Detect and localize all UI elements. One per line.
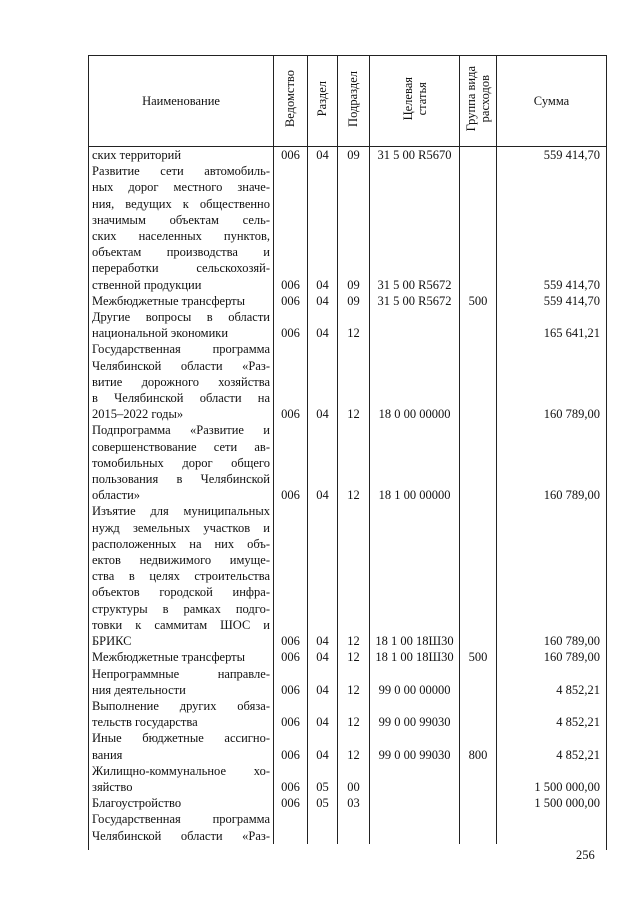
description-line: зяйство: [92, 779, 133, 794]
table-row: [89, 666, 607, 698]
description-line: Государственная программа: [92, 342, 270, 357]
cell-gruppa-vida: 500: [460, 649, 497, 665]
table-row: [89, 309, 607, 341]
description-line: ских населенных пунктов,: [92, 229, 270, 244]
description-line: объектов городской инфра-: [92, 585, 270, 600]
cell-gruppa-vida: [460, 763, 497, 795]
cell-summa: 160 789,00: [497, 649, 607, 665]
cell-razdel: 04: [308, 309, 338, 341]
header-podrazdel: Подраздел: [338, 56, 370, 147]
header-vedomstvo: Ведомство: [274, 56, 308, 147]
cell-razdel: 05: [308, 763, 338, 795]
cell-razdel: 04: [308, 666, 338, 698]
cell-celevaya-statya: 18 0 00 00000: [370, 341, 460, 422]
cell-vedomstvo: 006: [274, 422, 308, 503]
description-line: национальной экономики: [92, 326, 229, 341]
cell-celevaya-statya: [370, 309, 460, 341]
description-line: Государственная программа: [92, 812, 270, 827]
description-line: товки к саммитам ШОС и: [92, 617, 270, 632]
description-line: совершенствование сети ав-: [92, 439, 270, 454]
table-row: [89, 293, 607, 309]
description-line: пользования в Челябинской: [92, 472, 270, 487]
cell-summa: 4 852,21: [497, 698, 607, 730]
description-line: Благоустройство: [92, 796, 182, 811]
table-body: [89, 147, 607, 844]
cell-celevaya-statya: 18 1 00 00000: [370, 422, 460, 503]
cell-gruppa-vida: [460, 795, 497, 811]
cell-gruppa-vida: [460, 163, 497, 293]
description-line: Другие вопросы в области: [92, 310, 270, 325]
description-line: ства в целях строительства: [92, 569, 270, 584]
description-line: 2015–2022 годы»: [92, 407, 184, 422]
budget-table: [88, 55, 607, 850]
cell-celevaya-statya: 31 5 00 R5670: [370, 147, 460, 164]
cell-summa: [497, 811, 607, 843]
cell-podrazdel: 09: [338, 293, 370, 309]
description-line: Жилищно-коммунальное хо-: [92, 763, 270, 778]
row-description: [89, 730, 274, 762]
description-line: Непрограммные направле-: [92, 666, 270, 681]
description-line: тельств государства: [92, 715, 198, 730]
row-description: [89, 795, 274, 811]
cell-celevaya-statya: 99 0 00 99030: [370, 730, 460, 762]
description-line: Челябинской области «Раз-: [92, 828, 270, 843]
budget-table-page: [88, 55, 606, 850]
description-line: в Челябинской области на: [92, 391, 270, 406]
cell-podrazdel: 12: [338, 730, 370, 762]
cell-gruppa-vida: [460, 698, 497, 730]
cell-gruppa-vida: [460, 503, 497, 649]
cell-razdel: 04: [308, 341, 338, 422]
cell-razdel: 04: [308, 422, 338, 503]
page-number: 256: [576, 848, 595, 862]
table-row: [89, 163, 607, 293]
table-header-row: [89, 56, 607, 147]
description-line: Изъятие для муниципальных: [92, 504, 270, 519]
cell-vedomstvo: 006: [274, 795, 308, 811]
table-row: [89, 503, 607, 649]
row-description: [89, 763, 274, 795]
cell-podrazdel: [338, 811, 370, 843]
row-description: [89, 293, 274, 309]
cell-summa: 559 414,70: [497, 147, 607, 164]
description-line: Межбюджетные трансферты: [92, 650, 246, 665]
cell-razdel: 04: [308, 649, 338, 665]
cell-summa: 559 414,70: [497, 293, 607, 309]
description-line: Иные бюджетные ассигно-: [92, 731, 270, 746]
description-line: ектов недвижимого имуще-: [92, 553, 270, 568]
cell-vedomstvo: 006: [274, 163, 308, 293]
description-line: Межбюджетные трансферты: [92, 293, 246, 308]
cell-razdel: 04: [308, 293, 338, 309]
cell-podrazdel: 09: [338, 163, 370, 293]
cell-podrazdel: 12: [338, 666, 370, 698]
cell-celevaya-statya: [370, 795, 460, 811]
description-line: ния, ведущих к общественно: [92, 196, 270, 211]
cell-summa: 160 789,00: [497, 341, 607, 422]
description-line: ственной продукции: [92, 277, 202, 292]
header-gruppa-vida-rashodov: Группа вида расходов: [460, 56, 497, 147]
table-row: [89, 795, 607, 811]
cell-summa: 160 789,00: [497, 503, 607, 649]
cell-podrazdel: 12: [338, 649, 370, 665]
description-line: томобильных дорог общего: [92, 455, 270, 470]
cell-summa: 4 852,21: [497, 666, 607, 698]
cell-razdel: [308, 811, 338, 843]
cell-gruppa-vida: 500: [460, 293, 497, 309]
cell-vedomstvo: 006: [274, 293, 308, 309]
header-summa: Сумма: [497, 56, 607, 147]
table-row: [89, 649, 607, 665]
row-description: [89, 147, 274, 164]
cell-summa: 165 641,21: [497, 309, 607, 341]
table-row: [89, 763, 607, 795]
table-row: [89, 422, 607, 503]
description-line: объектам производства и: [92, 245, 270, 260]
cell-celevaya-statya: 99 0 00 99030: [370, 698, 460, 730]
cell-celevaya-statya: 99 0 00 00000: [370, 666, 460, 698]
row-description: [89, 309, 274, 341]
cell-razdel: 04: [308, 698, 338, 730]
row-description: [89, 422, 274, 503]
cell-vedomstvo: 006: [274, 666, 308, 698]
cell-summa: 4 852,21: [497, 730, 607, 762]
cell-vedomstvo: 006: [274, 503, 308, 649]
cell-vedomstvo: 006: [274, 649, 308, 665]
table-row: [89, 341, 607, 422]
cell-podrazdel: 12: [338, 422, 370, 503]
cell-vedomstvo: 006: [274, 763, 308, 795]
table-row: [89, 730, 607, 762]
description-line: вания: [92, 747, 123, 762]
cell-gruppa-vida: [460, 309, 497, 341]
cell-celevaya-statya: 31 5 00 R5672: [370, 293, 460, 309]
cell-razdel: 04: [308, 730, 338, 762]
cell-gruppa-vida: 800: [460, 730, 497, 762]
cell-vedomstvo: 006: [274, 147, 308, 164]
cell-razdel: 04: [308, 163, 338, 293]
cell-celevaya-statya: [370, 811, 460, 843]
cell-vedomstvo: 006: [274, 730, 308, 762]
cell-vedomstvo: 006: [274, 698, 308, 730]
description-line: Выполнение других обяза-: [92, 698, 270, 713]
description-line: переработки сельскохозяй-: [92, 261, 270, 276]
description-line: нужд земельных участков и: [92, 520, 270, 535]
cell-gruppa-vida: [460, 341, 497, 422]
cell-celevaya-statya: 31 5 00 R5672: [370, 163, 460, 293]
header-celevaya-statya: Целевая статья: [370, 56, 460, 147]
cell-gruppa-vida: [460, 422, 497, 503]
cell-summa: 1 500 000,00: [497, 763, 607, 795]
cell-celevaya-statya: 18 1 00 18Ш30: [370, 649, 460, 665]
row-description: [89, 341, 274, 422]
cell-vedomstvo: 006: [274, 309, 308, 341]
row-description: [89, 666, 274, 698]
description-line: структуры в рамках подго-: [92, 601, 270, 616]
cell-razdel: 04: [308, 503, 338, 649]
row-description: [89, 811, 274, 843]
cell-gruppa-vida: [460, 147, 497, 164]
cell-gruppa-vida: [460, 811, 497, 843]
cell-razdel: 04: [308, 147, 338, 164]
cell-podrazdel: 12: [338, 503, 370, 649]
description-line: БРИКС: [92, 634, 132, 649]
header-name: Наименование: [89, 56, 274, 147]
cell-gruppa-vida: [460, 666, 497, 698]
description-line: Развитие сети автомобиль-: [92, 164, 270, 179]
row-description: [89, 649, 274, 665]
row-description: [89, 163, 274, 293]
cell-summa: 559 414,70: [497, 163, 607, 293]
cell-vedomstvo: 006: [274, 341, 308, 422]
cell-podrazdel: 09: [338, 147, 370, 164]
cell-razdel: 05: [308, 795, 338, 811]
description-line: Подпрограмма «Развитие и: [92, 423, 270, 438]
cell-summa: 1 500 000,00: [497, 795, 607, 811]
description-line: ских территорий: [92, 148, 182, 162]
cell-podrazdel: 12: [338, 698, 370, 730]
row-description: [89, 698, 274, 730]
description-line: области»: [92, 488, 141, 503]
description-line: значимым объектам сель-: [92, 212, 270, 227]
description-line: Челябинской области «Раз-: [92, 358, 270, 373]
cell-vedomstvo: [274, 811, 308, 843]
description-line: витие дорожного хозяйства: [92, 374, 270, 389]
cell-celevaya-statya: [370, 763, 460, 795]
table-row: [89, 811, 607, 843]
cell-podrazdel: 12: [338, 341, 370, 422]
description-line: ния деятельности: [92, 682, 186, 697]
cell-summa: 160 789,00: [497, 422, 607, 503]
header-razdel: Раздел: [308, 56, 338, 147]
description-line: расположенных на них объ-: [92, 536, 270, 551]
table-row: [89, 147, 607, 164]
cell-podrazdel: 03: [338, 795, 370, 811]
cell-podrazdel: 12: [338, 309, 370, 341]
cell-celevaya-statya: 18 1 00 18Ш30: [370, 503, 460, 649]
row-description: [89, 503, 274, 649]
description-line: ных дорог местного значе-: [92, 180, 270, 195]
table-row: [89, 698, 607, 730]
cell-podrazdel: 00: [338, 763, 370, 795]
